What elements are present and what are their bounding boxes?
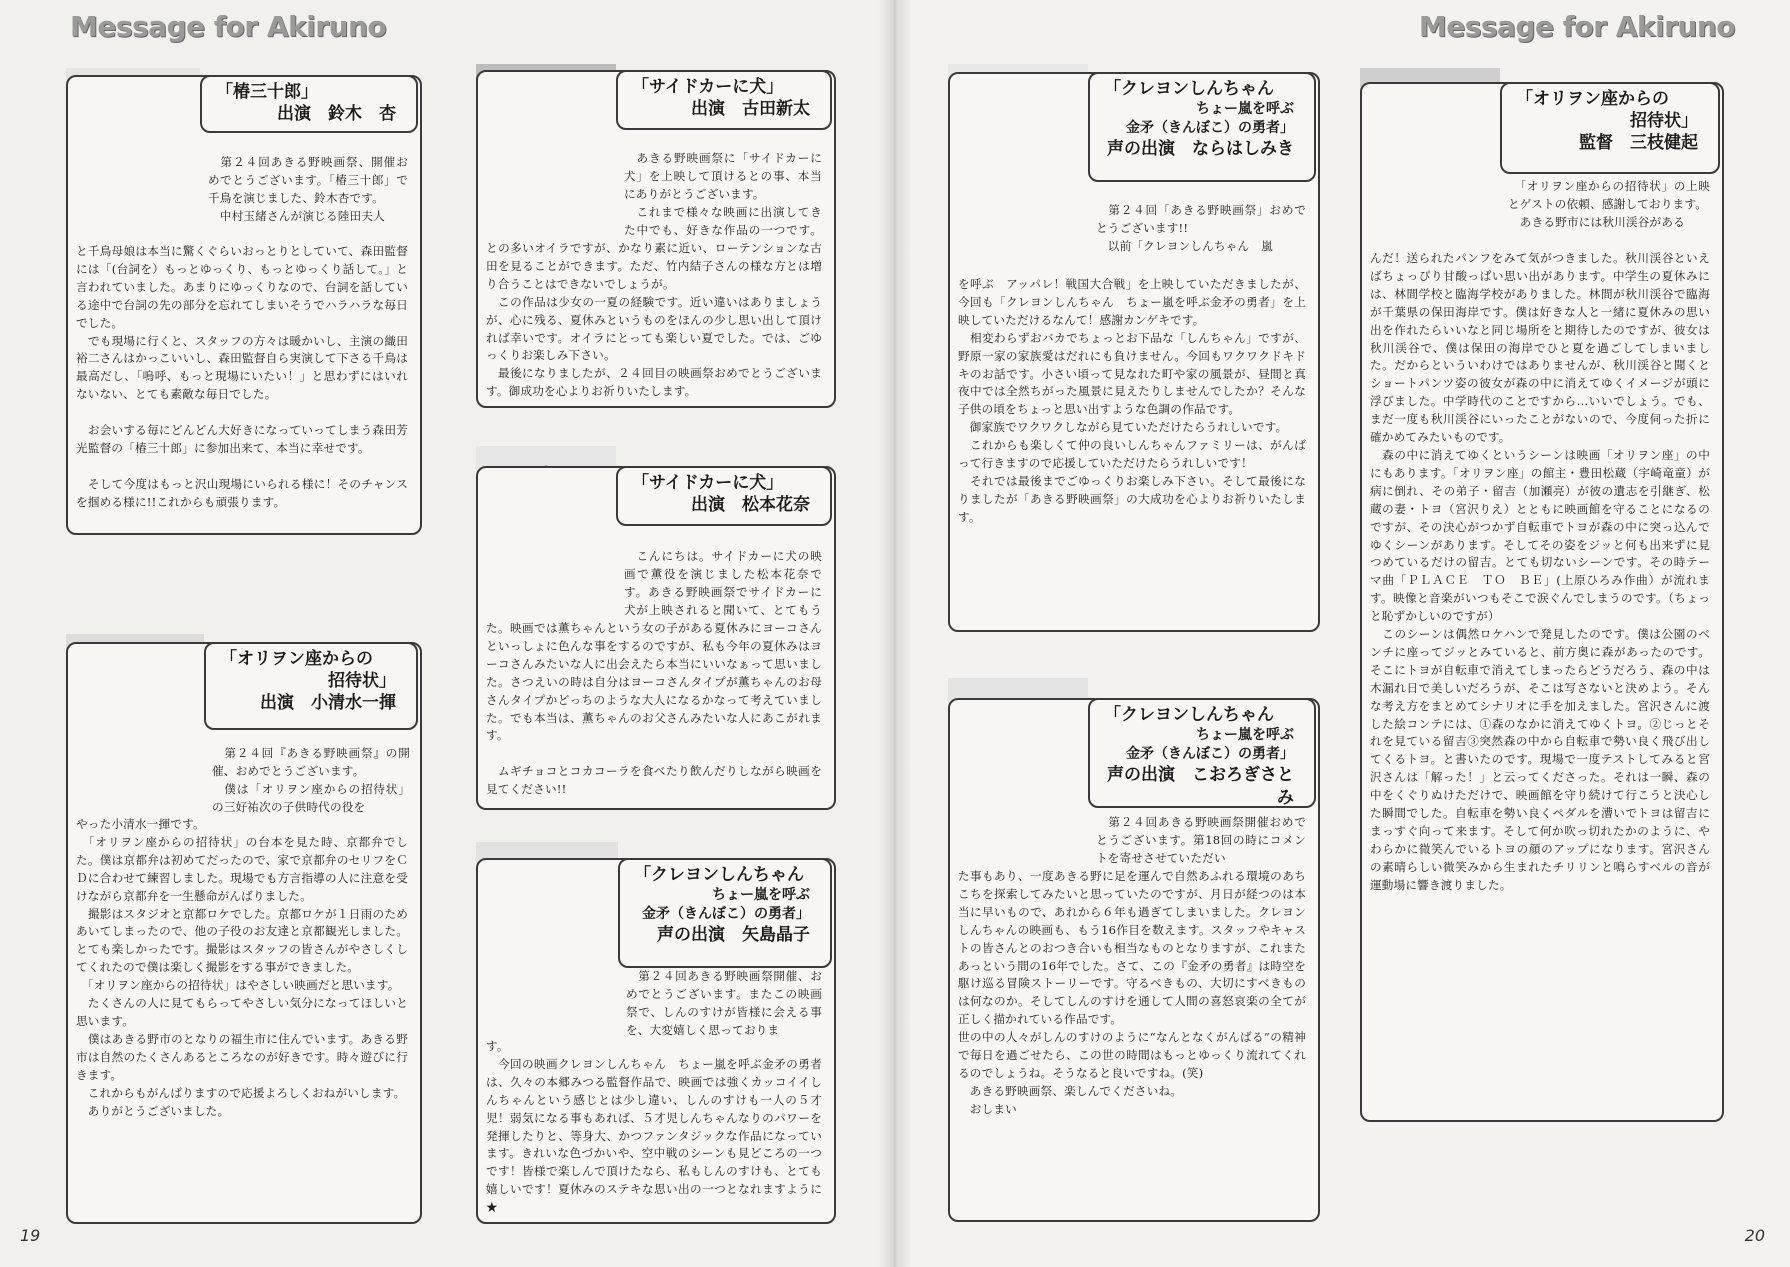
film-subtitle-line2: 金矛（きんぼこ）の勇者」 xyxy=(1126,745,1294,762)
message-text-komizu-top: 第２４回『あきる野映画祭』の開催、おめでとうございます。 僕は「オリヲン座からの招待状」の三好祐次の子供時代の役を xyxy=(212,746,410,814)
title-box-narahashi xyxy=(1088,72,1316,182)
film-subtitle: ちょー嵐を呼ぶ xyxy=(1196,101,1294,118)
message-text-yajima-top: 第２４回あきる野映画祭開催、おめでとうございます。またこの映画祭で、しんのすけが皆様に会える事を、大変嬉しく思っておりま xyxy=(626,969,822,1037)
message-text-mieda: んだ！送られたパンフをみて気がつきました。秋川渓谷といえばちょっぴり甘酸っぱい思い出があります。中学生の夏休みには、林間学校と臨海学校がありました。林間が秋川渓谷で臨海が千葉県の保田海岸です。僕は好きな人と一緒に夏休みの思い出を作れたらいいなと同じ場所をと期待したのですが、彼女は秋川渓谷で、僕は保田の海岸でひと夏を過ごしてしまいました。だからといういわけではありませんが、秋川渓谷と聞くとショートパンツ姿の彼女が森の中に消えてゆくイメージが頭に浮びました。中学時代のことですから…いいでしょう。でも、まだ一度も秋川渓谷にいったことがないので、今度伺った折に確かめてみたいものです。 森の中に消えてゆくというシーンは映画「オリヲン座」の中にもあります。「オリヲン座」の館主・豊田松蔵（宇崎竜童）が病に倒れ、その弟子・留吉（加瀬亮）が彼の遺志を引継ぎ、松蔵の妻・トヨ（宮沢りえ）とともに映画館を守ることになるのですが、その決心がつかず自転車でトヨが森の中に突っ込んでゆくシーンがあります。そしてその姿をジッと何も出来ずに見つめているだけの留吉。とても切ないシーンです。その時テーマ曲「ＰＬＡＣＥ ＴＯ ＢＥ」(上原ひろみ作曲）が流れます。映像と音楽がいつもそこで涙ぐんでしまうのです。（ちょっと恥ずかしいのですが） このシーンは偶然ロケハンで発見したのです。僕は公園のベンチに座ってジッとみていると、前方奥に森があったのです。そこにトヨが自転車で消えてしまったらどうだろう、森の中は木漏れ日で美しいだろうが、そこは写さないと決めよう。そんな考え方をまとめてシナリオに手を加えました。宮沢さんに渡した絵コンテには、①森のなかに消えてゆくトヨ。②じっとそれを見ている留吉③突然森の中から自転車で勢い良く飛び出してくるトヨ。と書いたのです。現場で一度テストしてみると宮沢さんは「解った！」と云ってくださった。それは一瞬、森の中をくぐりぬけただけで、映画館を守り続けて行こうと決心した瞬間でした。自転車を勢い良くペダルを漕いでトヨは留吉にまっすぐ向って来ます。そして何か吹っ切れたかのように、やわらかに微笑んでいるトヨの顔のアップになります。宮沢さんの素晴らしい微笑みから生まれたチリリンと鳴らすベルの音が運動場に響き渡りました。 xyxy=(1370,251,1710,892)
message-text-suzuki: と千鳥母娘は本当に驚くぐらいおっとりとしていて、森田監督には「(台詞を）もっとゆっくり、もっとゆっくり話して。」と言われていました。あまりにゆっくりなので、台詞を話している途中で台詞の先の部分を忘れてしまいそうでハラハラな毎日でした。 でも現場に行くと、スタッフの方々は暖かいし、主演の織田裕二さんはかっこいいし、森田監督自ら実演して下さる千鳥は最高だし、「嗚呼、もっと現場にいたい！」と思わずにはいれないない、とても素敵な毎日でした。 お会いする毎にどんどん大好きになっていってしまう森田芳光監督の「椿三十郎」に参加出来て、本当に幸せです。 そして今度はもっと沢山現場にいられる様に！そのチャンスを掴める様に!!これからも頑張ります。 xyxy=(76,244,408,509)
cast-credit: 声の出演 こおろぎさとみ xyxy=(1107,764,1294,808)
film-title: 「椿三十郎」 xyxy=(216,82,318,102)
film-subtitle-line2: 金矛（きんぼこ）の勇者」 xyxy=(642,905,810,922)
message-text-matsumoto: た。映画では薫ちゃんという女の子がある夏休みにヨーコさんといっしょに色んな事をするのですが、私も今年の夏休みはヨーコさんみたいな人に出会えたら本当にいいなぁって思いました。さつえいの時は自分はヨーコさんタイプが薫ちゃんのお母さんタイプかどっちのような大人になるかなって考えていました。でも本当は、薫ちゃんのお父さんみたいな人にあこがれます。 ムギチョコとコカコーラを食べたり飲んだりしながら映画を見てください!! xyxy=(486,621,822,797)
message-text-komizu: やった小清水一揮です。 「オリヲン座からの招待状」の台本を見た時、京都弁でした。僕は京都弁は初めてだったので、家で京都弁のセリフをＣＤに合わせて練習しました。現場でも方言指導の人に注意を受けながら京都弁を一生懸命がんばりました。 撮影はスタジオと京都ロケでした。京都ロケが１日雨のためあいてしまったので、他の子役のお友達と京都観光しました。とても楽しかったです。撮影はスタッフの皆さんがやさしくしてくれたので僕は楽しく撮影をする事ができました。 「オリヲン座からの招待状」はやさしい映画だと思います。 たくさんの人に見てもらってやさしい気分になってほしいと思います。 僕はあきる野市のとなりの福生市に住んでいます。あきる野市は自然のたくさんあるところなのが好きです。時々遊びに行きます。 これからもがんばりますので応援よろしくおねがいします。 ありがとうございました。 xyxy=(76,817,408,1118)
film-subtitle: ちょー嵐を呼ぶ xyxy=(1196,727,1294,744)
cast-credit: 声の出演 矢島晶子 xyxy=(657,924,810,945)
cast-credit: 出演 鈴木 杏 xyxy=(277,104,396,125)
message-text-koorogi-top: 第２４回あきる野映画祭開催おめでとうございます。第18回の時にコメントを寄せさせていただい xyxy=(1096,815,1306,865)
director-credit: 監督 三枝健起 xyxy=(1579,133,1698,154)
film-title-line2: 招待状」 xyxy=(328,671,396,692)
title-box-koorogi xyxy=(1088,698,1316,808)
left-page-header: Message for Akiruno xyxy=(70,10,387,43)
title-box-yajima xyxy=(618,858,832,968)
cast-credit: 出演 小清水一揮 xyxy=(260,693,396,714)
film-subtitle-line2: 金矛（きんぼこ）の勇者」 xyxy=(1126,119,1294,136)
cast-credit: 声の出演 ならはしみき xyxy=(1107,138,1294,159)
message-text-mieda-top: 「オリヲン座からの招待状」の上映とゲストの依頼、感謝しております。 あきる野市には秋川渓谷がある xyxy=(1508,179,1710,229)
film-title: 「サイドカーに犬」 xyxy=(632,77,784,97)
message-text-suzuki-top: 第２４回あきる野映画祭、開催おめでとうございます。「椿三十郎」で千鳥を演じました、鈴木杏です。 中村玉緒さんが演じる陸田夫人 xyxy=(208,155,408,223)
cast-credit: 出演 松本花奈 xyxy=(691,495,810,516)
title-box-mieda xyxy=(1500,82,1720,174)
film-title: 「オリヲン座からの xyxy=(220,649,373,669)
title-box-komizu xyxy=(204,642,418,730)
film-subtitle: ちょー嵐を呼ぶ xyxy=(712,887,810,904)
page-number-left: 19 xyxy=(20,1226,41,1245)
film-title: 「クレヨンしんちゃん xyxy=(1104,79,1274,99)
cast-credit: 出演 古田新太 xyxy=(691,99,810,120)
message-text-yajima: す。 今回の映画クレヨンしんちゃん ちょー嵐を呼ぶ金矛の勇者は、久々の本郷みつる監督作品で、映画では強くカッコイイしんちゃんという感じとは少し違い、しんのすけも一人の５才児！弱気になる事もあれば、５才児しんちゃんなりのパワーを発揮したりと、等身大、かつファンタジックな作品になっています。きれいな色づかいや、空中戦のシーンも見どころの一つです！皆様で楽しんで頂けたなら、私もしんのすけも、とても嬉しいです！夏休みのステキな思い出の一つとなれますように★ xyxy=(486,1039,822,1215)
message-text-koorogi: た事もあり、一度あきる野に足を運んで自然あふれる環境のあちこちを探索してみたいと思っていたのですが、月日が経つのは本当に早いもので、あれから６年も過ぎてしまいました。クレヨンしんちゃんの映画も、もう16作目を数えます。スタッフやキャストの皆さんとのおつき合いも相当なものとなりますが、これまたあっという間の16年でした。さて、この『金矛の勇者』は時空を駆け巡る冒険ストーリーです。守るべきもの、大切にすべきものは何なのか。そしてしんのすけを通して人間の喜怒哀楽の全てが正しく描かれている作品です。 世の中の人々がしんのすけのように“なんとなくがんばる”の精神で毎日を過ごせたら、この世の時間はもっとゆっくり流れてくれるのでしょうね。そうなると良いですね。(笑) あきる野映画祭、楽しんでくださいね。 おしまい xyxy=(958,869,1306,1116)
title-box-suzuki xyxy=(200,75,418,133)
book-gutter xyxy=(878,0,912,1267)
message-text-narahashi-top: 第２４回「あきる野映画祭」おめでとうございます!! 以前「クレヨンしんちゃん 嵐 xyxy=(1096,203,1306,253)
title-box-furuta xyxy=(616,70,832,130)
page-number-right: 20 xyxy=(1744,1226,1765,1245)
film-title: 「オリヲン座からの xyxy=(1516,89,1669,109)
film-title-line2: 招待状」 xyxy=(1630,111,1698,132)
message-text-furuta-top: あきる野映画祭に「サイドカーに犬」を上映して頂けるとの事、本当にありがとうございます。 これまで様々な映画に出演してきた中でも、好きな作品の一つです。 xyxy=(624,151,822,237)
message-text-matsumoto-top: こんにちは。サイドカーに犬の映画で薫役を演じました松本花奈です。あきる野映画祭でサイドカーに犬が上映されると聞いて、とてもう xyxy=(624,549,822,617)
film-title: 「クレヨンしんちゃん xyxy=(1104,705,1274,725)
right-page-header: Message for Akiruno xyxy=(1418,10,1735,43)
film-title: 「クレヨンしんちゃん xyxy=(634,865,804,885)
film-title: 「サイドカーに犬」 xyxy=(632,473,784,493)
message-text-narahashi: を呼ぶ アッパレ！戦国大合戦」を上映していただきましたが、今回も「クレヨンしんちゃん ちょー嵐を呼ぶ金矛の勇者」を上映していただけるなんて！感謝カンゲキです。 相変わらずおバカでちょっとお下品な「しんちゃん」ですが、野原一家の家族愛はだれにも負けません。今回もワクワクドキドキのお話です。小さい頃って見なれた町や家の風景が、昼間と真夜中では全然ちがった風景に見えたりしませんでしたか？そんな子供の頃をちょっと思い出すような色調の作品です。 御家族でワクワクしながら見ていただけたらうれしいです。 これからも楽しくて仲の良いしんちゃんファミリーは、がんばって行きますので応援していただけたらうれしいです！ それでは最後までごゆっくりお楽しみ下さい。そして最後になりましたが「あきる野映画祭」の大成功を心よりお祈りいたします。 xyxy=(958,277,1306,524)
title-box-matsumoto xyxy=(616,466,832,526)
message-text-furuta: との多いオイラですが、かなり素に近い、ローテンションな古田を見ることができます。ただ、竹内結子さんの様な方とは増り合うことはできないでしょうが。 この作品は少女の一夏の経験です。近い違いはありましょうが、心に残る、夏休みというものをほんの少し思い出して頂ければ幸いです。オイラにとっても楽しい夏でした。では、ごゆっくりお楽しみ下さい。 最後になりましたが、２４回目の映画祭おめでとうございます。御成功を心よりお祈りいたします。 xyxy=(486,241,822,399)
